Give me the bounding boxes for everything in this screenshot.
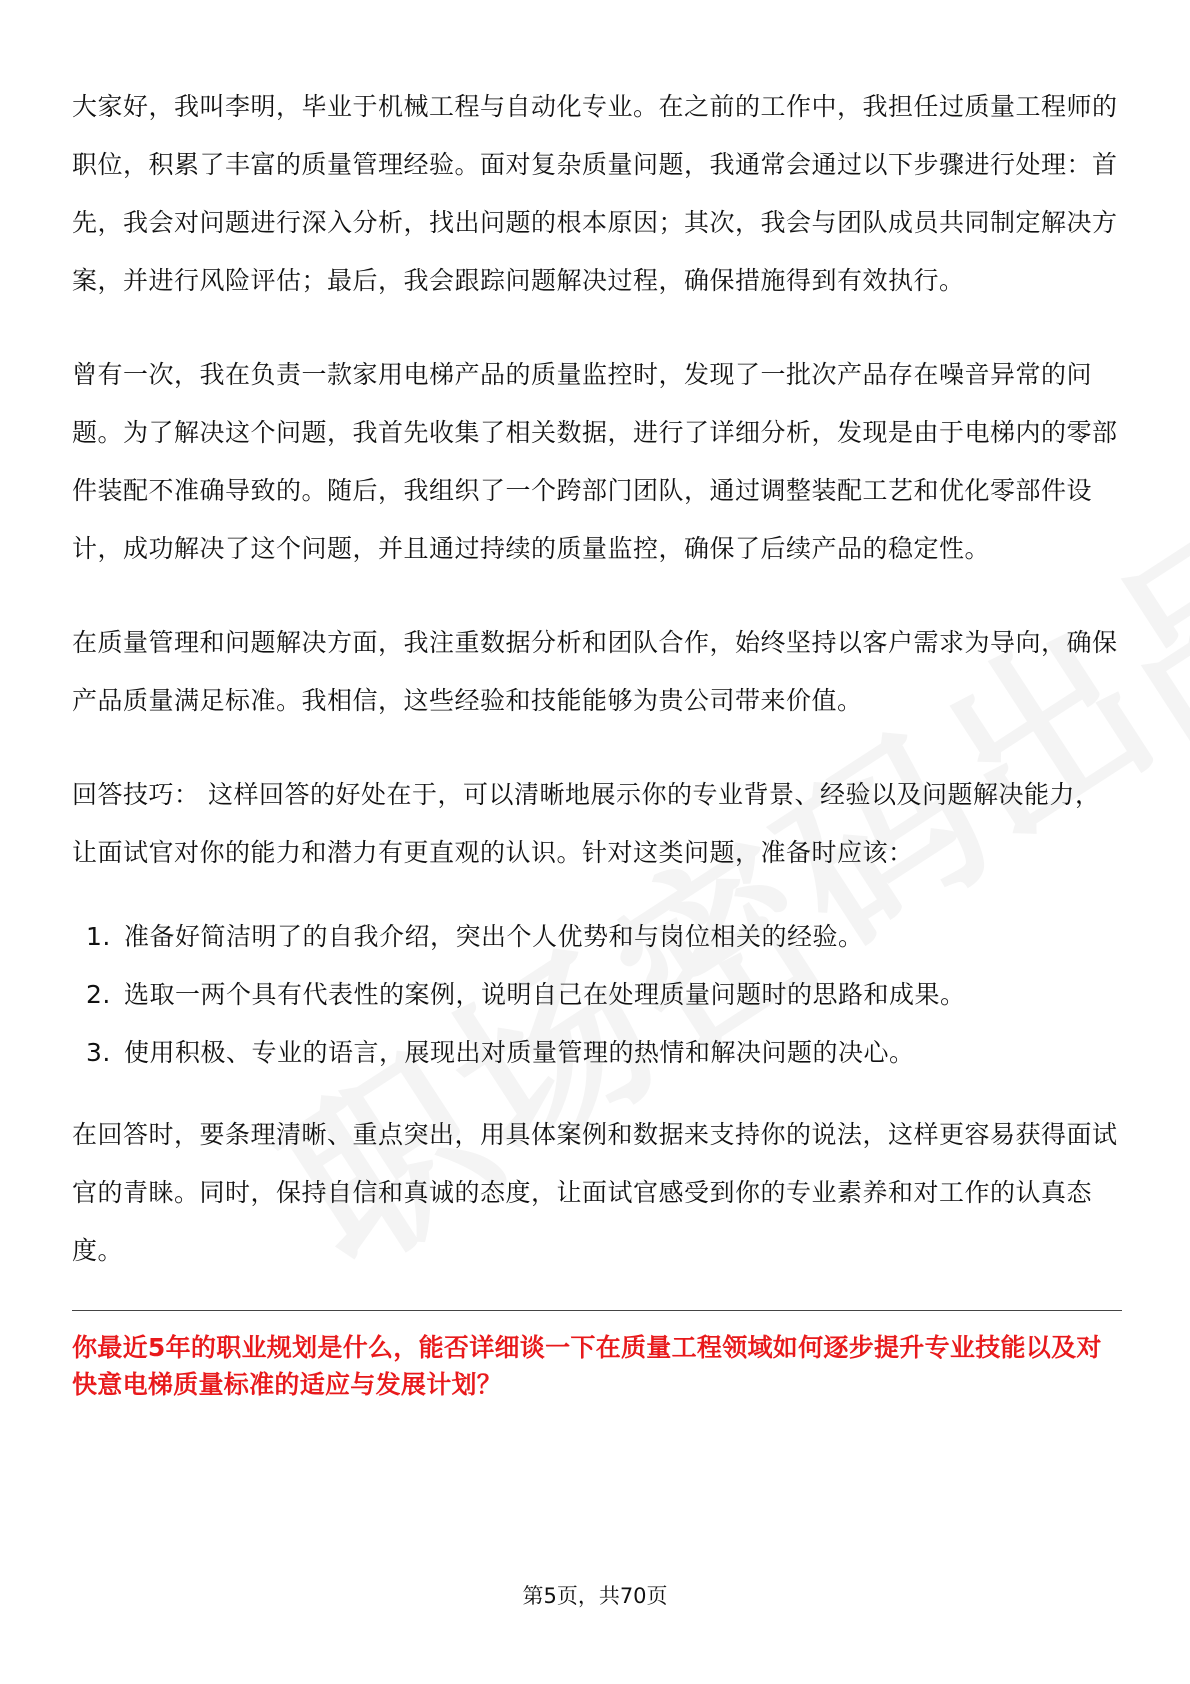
intro-paragraph: 大家好，我叫李明，毕业于机械工程与自动化专业。在之前的工作中，我担任过质量工程师的职位，积累了丰富的质量管理经验。面对复杂质量问题，我通常会通过以下步骤进行处理：首先，我会对问题进行深入分析，找出问题的根本原因；其次，我会与团队成员共同制定解决方案，并进行风险评估；最后，我会跟踪问题解决过程，确保措施得到有效执行。 bbox=[72, 92, 1118, 295]
approach-paragraph: 在质量管理和问题解决方面，我注重数据分析和团队合作，始终坚持以客户需求为导向，确保产品质量满足标准。我相信，这些经验和技能能够为贵公司带来价值。 bbox=[72, 628, 1118, 715]
list-item-number: 3. bbox=[86, 1038, 111, 1067]
list-item-number: 1. bbox=[86, 922, 111, 951]
list-item bbox=[72, 966, 1122, 1024]
page-footer: 第5页，共70页 bbox=[522, 1584, 668, 1608]
list-item bbox=[72, 1024, 1122, 1082]
list-item-text: 选取一两个具有代表性的案例，说明自己在处理质量问题时的思路和成果。 bbox=[124, 980, 966, 1009]
page-content bbox=[72, 78, 1122, 1403]
list-item-text: 准备好简洁明了的自我介绍，突出个人优势和与岗位相关的经验。 bbox=[124, 922, 864, 951]
closing-paragraph: 在回答时，要条理清晰、重点突出，用具体案例和数据来支持你的说法，这样更容易获得面试官的青睐。同时，保持自信和真诚的态度，让面试官感受到你的专业素养和对工作的认真态度。 bbox=[72, 1120, 1118, 1265]
section-divider bbox=[72, 1310, 1122, 1311]
list-item bbox=[72, 908, 1122, 966]
list-item-text: 使用积极、专业的语言，展现出对质量管理的热情和解决问题的决心。 bbox=[124, 1038, 915, 1067]
example-paragraph: 曾有一次，我在负责一款家用电梯产品的质量监控时，发现了一批次产品存在噪音异常的问题。为了解决这个问题，我首先收集了相关数据，进行了详细分析，发现是由于电梯内的零部件装配不准确导致的。随后，我组织了一个跨部门团队，通过调整装配工艺和优化零部件设计，成功解决了这个问题，并且通过持续的质量监控，确保了后续产品的稳定性。 bbox=[72, 360, 1118, 563]
tips-paragraph: 回答技巧： 这样回答的好处在于，可以清晰地展示你的专业背景、经验以及问题解决能力，让面试官对你的能力和潜力有更直观的认识。针对这类问题，准备时应该： bbox=[72, 780, 1101, 867]
list-item-number: 2. bbox=[86, 980, 111, 1009]
tips-list bbox=[72, 908, 1122, 1082]
next-question-heading: 你最近5年的职业规划是什么，能否详细谈一下在质量工程领域如何逐步提升专业技能以及对快意电梯质量标准的适应与发展计划？ bbox=[72, 1333, 1102, 1399]
